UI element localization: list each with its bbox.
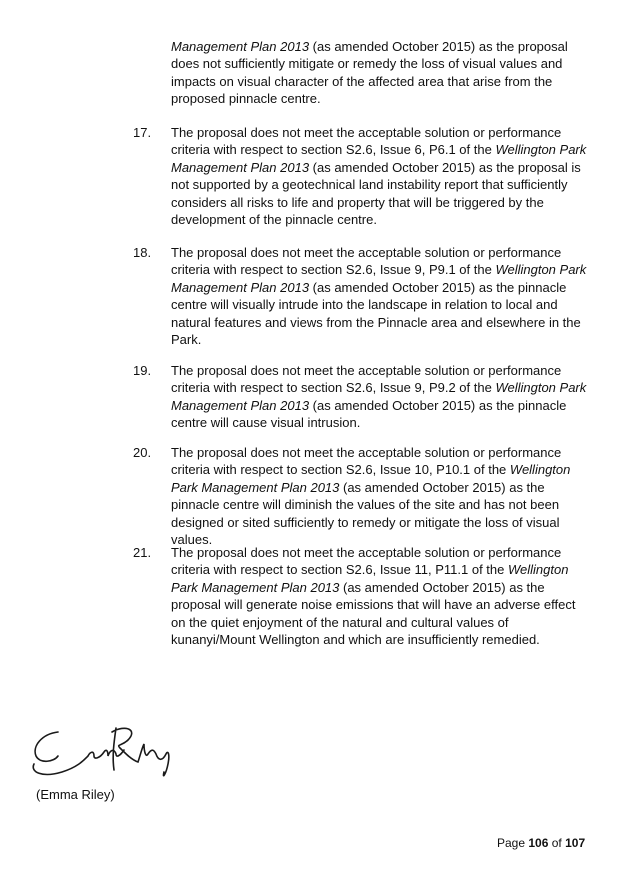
- page-total: 107: [565, 836, 586, 850]
- item-number: 17.: [133, 125, 152, 140]
- plan-title: Management Plan 2013: [171, 39, 310, 54]
- list-item: The proposal does not meet the acceptable solution or performance criteria with respect to section S2.6, Issue 9, P9.1 of the Wellington Park Management Plan 2013 (as amended October 2015) as the pinnacle centre will visually intrude into the landscape in relation to local and natural features and views from the Pinnacle area and elsewhere in the Park.: [171, 245, 587, 348]
- list-item: The proposal does not meet the acceptable solution or performance criteria with respect to section S2.6, Issue 11, P11.1 of the Wellington Park Management Plan 2013 (as amended October 2015) as the proposal will generate noise emissions that will have an adverse effect on the quiet enjoyment of the natural and cultural values of kunanyi/Mount Wellington and which are insufficiently remedied.: [171, 545, 576, 648]
- list-item: The proposal does not meet the acceptable solution or performance criteria with respect to section S2.6, Issue 6, P6.1 of the Wellington Park Management Plan 2013 (as amended October 2015) as the proposal is not supported by a geotechnical land instability report that sufficiently considers all risks to life and property that will be triggered by the development of the pinnacle centre.: [171, 125, 587, 228]
- plan-title: Wellington Park Management Plan 2013: [171, 562, 569, 595]
- plan-title: Wellington Park Management Plan 2013: [171, 142, 587, 175]
- signatory-name: (Emma Riley): [36, 787, 115, 802]
- page-label: Page: [497, 836, 526, 850]
- item-number: 21.: [133, 545, 152, 560]
- item-number: 20.: [133, 445, 152, 460]
- item-number: 18.: [133, 245, 152, 260]
- page-number: 106: [528, 836, 549, 850]
- list-item: The proposal does not meet the acceptable solution or performance criteria with respect to section S2.6, Issue 9, P9.2 of the Wellington Park Management Plan 2013 (as amended October 2015) as the pinnacle centre will cause visual intrusion.: [171, 363, 587, 431]
- signature-image: [28, 720, 178, 782]
- plan-title: Wellington Park Management Plan 2013: [171, 380, 587, 413]
- list-item: The proposal does not meet the acceptable solution or performance criteria with respect to section S2.6, Issue 10, P10.1 of the Wellington Park Management Plan 2013 (as amended October 2015) as the pinnacle centre will diminish the values of the site and has not been designed or sited sufficiently to remedy or mitigate the loss of visual values.: [171, 445, 571, 548]
- paragraph-text: (as amended October 2015) as the proposal does not sufficiently mitigate or remedy the loss of visual values and impacts on visual character of the affected area that arise from the proposed pinnacle centre.: [171, 39, 568, 107]
- item-number: 19.: [133, 363, 152, 378]
- continuation-paragraph: [171, 38, 591, 108]
- of-label: of: [551, 836, 562, 850]
- page-footer: [497, 836, 585, 850]
- plan-title: Wellington Park Management Plan 2013: [171, 262, 587, 295]
- plan-title: Wellington Park Management Plan 2013: [171, 462, 571, 495]
